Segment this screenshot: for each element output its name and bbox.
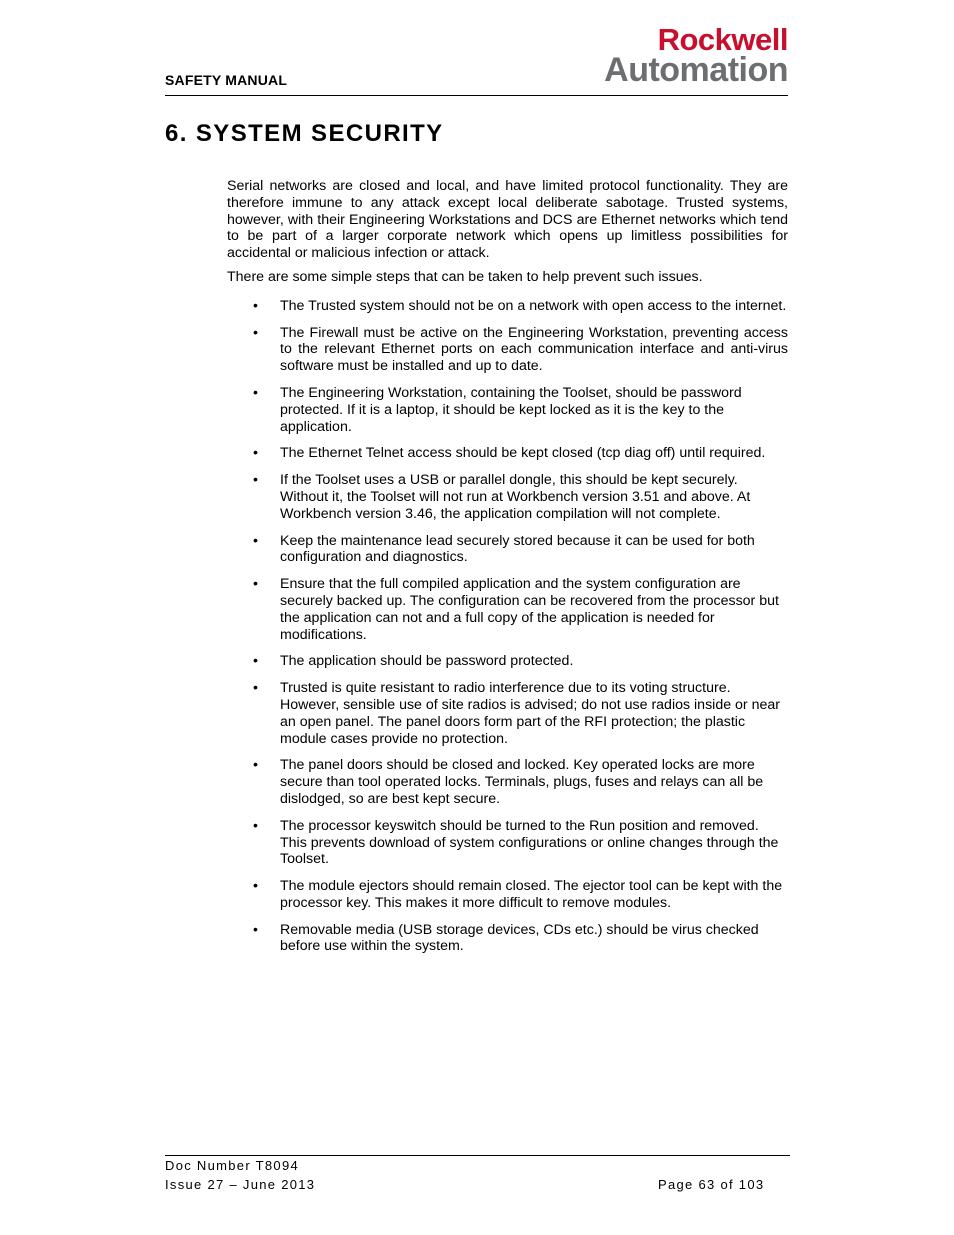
section-body bbox=[227, 178, 788, 965]
steps-intro-paragraph: There are some simple steps that can be taken to help prevent such issues. bbox=[227, 268, 703, 285]
list-item: • The panel doors should be closed and locked. Key operated locks are more secure than tool operated locks. Terminals, plugs, fuses and relays can all be dislodged, so are best kept secure. bbox=[253, 757, 764, 807]
list-item: • Ensure that the full compiled application and the system configuration are securely backed up. The configuration can be recovered from the processor but the application can not and a full copy of the application is needed for modifications. bbox=[253, 576, 779, 643]
section-title: 6. SYSTEM SECURITY bbox=[165, 120, 444, 147]
footer-divider bbox=[165, 1155, 790, 1156]
list-item: • The Ethernet Telnet access should be kept closed (tcp diag off) until required. bbox=[253, 445, 766, 462]
list-item: • The module ejectors should remain closed. The ejector tool can be kept with the processor key. This makes it more difficult to remove modules. bbox=[253, 878, 783, 911]
list-item: • The processor keyswitch should be turned to the Run position and removed. This prevents download of system configurations or online changes through the Toolset. bbox=[253, 817, 779, 868]
security-steps-list bbox=[227, 298, 788, 956]
list-item: • The application should be password protected. bbox=[253, 653, 574, 670]
bullet-icon: • bbox=[253, 472, 258, 489]
bullet-icon: • bbox=[253, 921, 258, 938]
bullet-icon: • bbox=[253, 384, 258, 401]
header-divider bbox=[165, 95, 788, 96]
bullet-icon: • bbox=[253, 297, 258, 314]
bullet-icon: • bbox=[253, 878, 258, 895]
page-number: Page 63 of 103 bbox=[658, 1177, 765, 1192]
list-item: • The Trusted system should not be on a network with open access to the internet. bbox=[253, 297, 787, 314]
intro-paragraph: Serial networks are closed and local, and have limited protocol functionality. They are therefore immune to any attack except local deliberate sabotage. Trusted systems, however, with their Engineering Workstations and DCS are Ethernet networks which tend to be part of a larger corporate network which opens up limitless possibilities for accidental or malicious infection or attack. bbox=[227, 178, 788, 262]
logo-line-rockwell: Rockwell bbox=[657, 22, 788, 57]
doc-number: Doc Number T8094 bbox=[165, 1158, 300, 1173]
bullet-icon: • bbox=[253, 680, 258, 697]
rockwell-automation-logo bbox=[552, 24, 790, 88]
bullet-icon: • bbox=[253, 653, 258, 670]
issue-date: Issue 27 – June 2013 bbox=[165, 1177, 316, 1192]
logo-line-automation: Automation bbox=[604, 51, 788, 89]
bullet-icon: • bbox=[253, 576, 258, 593]
list-item: • Removable media (USB storage devices, CDs etc.) should be virus checked before use within the system. bbox=[253, 921, 759, 955]
list-item: • Trusted is quite resistant to radio interference due to its voting structure. However, sensible use of site radios is advised; do not use radios inside or near an open panel. The panel doors form part of the RFI protection; the plastic module cases provide no protection. bbox=[253, 680, 780, 747]
list-item: • If the Toolset uses a USB or parallel dongle, this should be kept securely. Without it, the Toolset will not run at Workbench version 3.51 and above. At Workbench version 3.46, the application compilation will not complete. bbox=[253, 472, 751, 522]
bullet-icon: • bbox=[253, 445, 258, 462]
list-item: • The Engineering Workstation, containing the Toolset, should be password protected. If it is a laptop, it should be kept locked as it is the key to the application. bbox=[253, 384, 742, 435]
bullet-icon: • bbox=[253, 757, 258, 774]
bullet-icon: • bbox=[253, 817, 258, 834]
bullet-icon: • bbox=[253, 324, 258, 341]
manual-label: SAFETY MANUAL bbox=[165, 72, 288, 88]
bullet-icon: • bbox=[253, 532, 258, 549]
list-item: • The Firewall must be active on the Engineering Workstation, preventing access to the relevant Ethernet ports on each communication interface and anti-virus software must be installed and up to date. bbox=[253, 324, 788, 375]
list-item: • Keep the maintenance lead securely stored because it can be used for both configuration and diagnostics. bbox=[253, 532, 755, 566]
